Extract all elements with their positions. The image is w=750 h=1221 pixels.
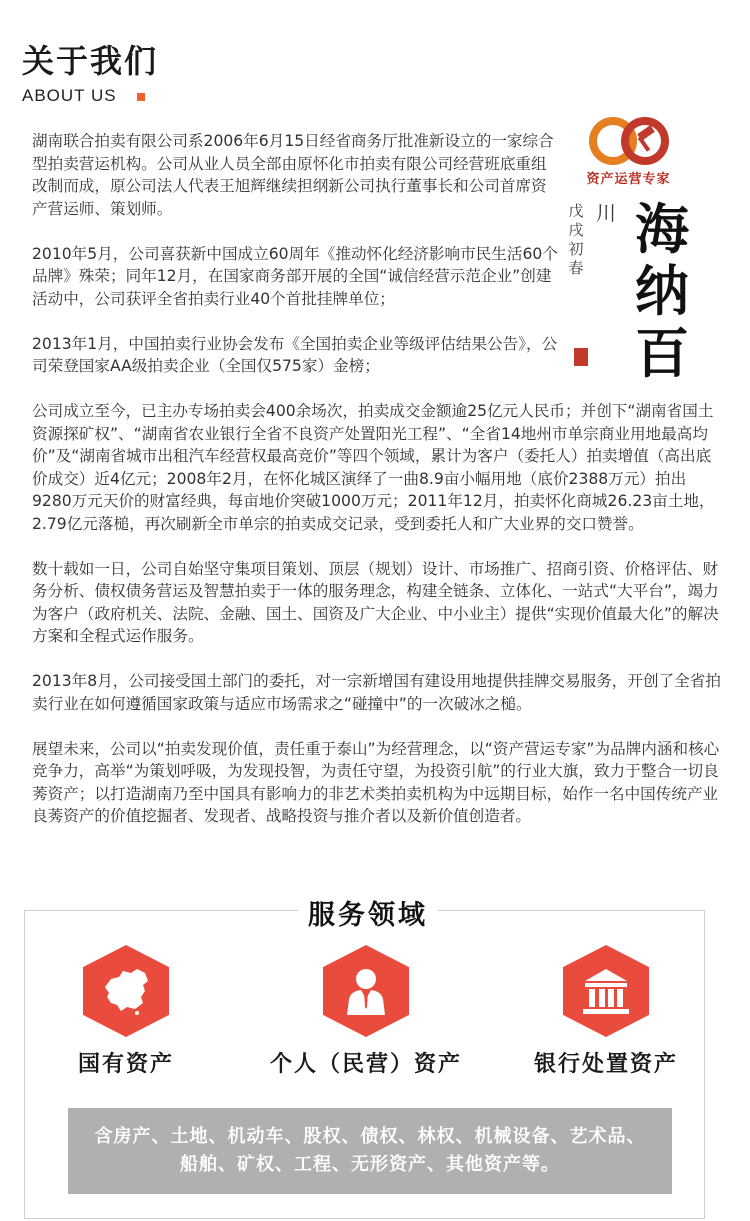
bank-icon [581,965,631,1017]
accent-square [137,93,145,101]
page-title: 关于我们 [22,42,159,80]
calligraphy-side-text: 川 [596,201,616,225]
service-section-title: 服务领域 [298,893,438,932]
about-paragraph: 展望未来，公司以“拍卖发现价值，责任重于泰山”为经营理念，以“资产营运专家”为品牌内涵和核心竞争力，高举“为策划呼吸，为发现投智，为责任守望，为投资引航”的行业大旗，致力于整合一切良莠资产；以打造湖南乃至中国具有影响力的非艺术类拍卖机构为中远期目标，始作一名中国传统产业良莠资产的价值挖掘者、发现者、战略投资与推介者以及新价值创造者。 [32,739,720,825]
service-label: 银行处置资产 [533,1052,678,1077]
service-label: 个人（民营）资产 [269,1052,462,1077]
about-paragraph: 2013年8月，公司接受国土部门的委托，对一宗新增国有建设用地提供挂牌交易服务，开创了全省拍卖行业在如何遵循国家政策与适应市场需求之“碰撞中”的一次破冰之槌。 [32,672,721,713]
service-item-state-assets[interactable] [6,945,246,1078]
about-paragraph: 2010年5月，公司喜获新中国成立60周年《推动怀化经济影响市民生活60个品牌》殊荣；同年12月，在国家商务部开展的全国“诚信经营示范企业”创建活动中，公司获评全省拍卖行业40个首批挂牌单位； [32,244,558,308]
page-subtitle: ABOUT US [22,86,117,105]
about-paragraph: 2013年1月，中国拍卖行业协会发布《全国拍卖企业等级评估结果公告》，公司荣登国家AA级拍卖企业（全国仅575家）金榜； [32,334,558,375]
asset-types-line: 含房产、土地、机动车、股权、债权、林权、机械设备、艺术品、 [94,1126,646,1147]
asset-types-box [68,1108,672,1194]
calligraphy-signature: 戊戌初春 [568,202,584,277]
about-paragraph: 数十载如一日，公司自始坚守集项目策划、顶层（规划）设计、市场推广、招商引资、价格评估、财务分析、债权债务营运及智慧拍卖于一体的服务理念，构建全链条、立体化、一站式“大平台”，竭力为客户（政府机关、法院、金融、国土、国资及广大企业、中小业主）提供“实现价值最大化”的解决方案和全程式运作服务。 [32,559,719,645]
person-icon [341,965,391,1017]
calligraphy-main-text: 海纳百 [635,197,689,385]
china-map-icon [101,965,151,1017]
about-content [32,130,722,850]
service-item-private-assets[interactable] [246,945,486,1078]
hexagon-badge [563,945,649,1037]
hexagon-badge [83,945,169,1037]
service-label: 国有资产 [77,1052,174,1077]
asset-types-line: 船舶、矿权、工程、无形资产、其他资产等。 [180,1154,560,1175]
service-item-bank-assets[interactable] [486,945,726,1078]
logo-caption: 资产运营专家 [586,172,671,187]
about-paragraph: 公司成立至今，已主办专场拍卖会400余场次，拍卖成交金额逾25亿元人民币；并创下“湖南省国土资源探矿权”、“湖南省农业银行全省不良资产处置阳光工程”、“全省14地州市单宗商业用地最高均价”及“湖南省城市出租汽车经营权最高竞价”等四个领域，累计为客户（委托人）拍卖增值（高出底价成交）近4亿元；2008年2月，在怀化城区演绎了一曲8.9亩小幅用地（底价2388万元）拍出9280万元天价的财富经典，每亩地价突破1000万元；2011年12月，拍卖怀化商城26.23亩土地，2.79亿元落槌，再次刷新全市单宗的拍卖成交记录，受到委托人和广大业界的交口赞誉。 [32,402,715,533]
hexagon-badge [323,945,409,1037]
about-paragraph: 湖南联合拍卖有限公司系2006年6月15日经省商务厅批准新设立的一家综合型拍卖营运机构。公司从业人员全部由原怀化市拍卖有限公司经营班底重组改制而成，原公司法人代表王旭辉继续担纲新公司执行董事长和公司首席资产营运师、策划师。 [32,132,554,218]
